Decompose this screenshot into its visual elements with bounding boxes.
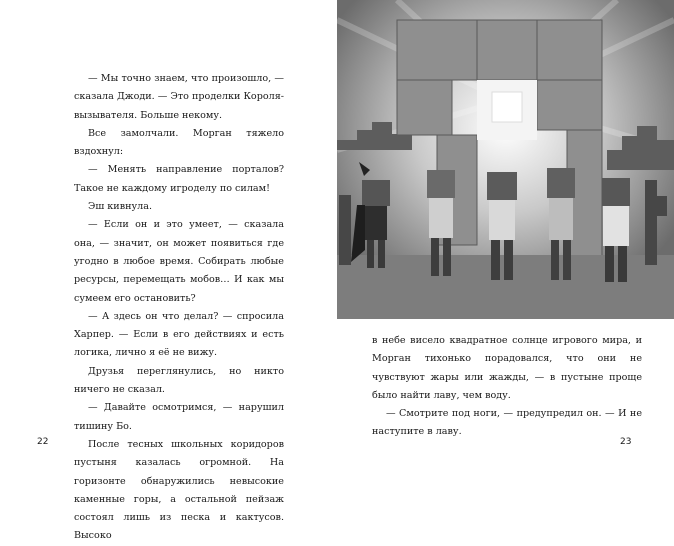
paragraph: — Мы точно знаем, что произошло, — сказала Джоди. — Это проделки Короля-вызывателя. Больше некому. — [74, 73, 284, 121]
left-page — [0, 0, 337, 542]
portal-sun — [492, 92, 522, 122]
left-page-text — [74, 70, 284, 546]
page-number: 22 — [37, 437, 49, 447]
paragraph: Эш кивнула. — [88, 201, 153, 213]
paragraph: Друзья переглянулись, но никто ничего не сказал. — [74, 365, 284, 396]
portal-illustration — [337, 0, 674, 319]
paragraph: — Давайте осмотримся, — нарушил тишину Бо. — [74, 402, 284, 432]
paragraph: После тесных школьных коридоров пустыня казалась огромной. На горизонте обнаружились невысокие каменные горы, а остальной пейзаж состоял лишь из песка и кактусов. Высоко — [74, 438, 284, 542]
paragraph: в небе висело квадратное солнце игрового мира, и Морган тихонько порадовался, что они не чувствуют жары или жажды, — в пустыне проще было найти лаву, чем воду. — [372, 335, 642, 401]
paragraph: Все замолчали. Морган тяжело вздохнул: — [74, 127, 284, 158]
paragraph: — А здесь он что делал? — спросила Харпер. — Если в его действиях и есть логика, лично я её не вижу. — [74, 310, 284, 359]
paragraph: — Смотрите под ноги, — предупредил он. — И не наступите в лаву. — [372, 408, 642, 438]
paragraph: — Менять направление порталов? Такое не каждому игроделу по силам! — [74, 164, 284, 194]
page-number: 23 — [620, 437, 632, 447]
right-page — [337, 0, 674, 487]
right-page-text — [372, 332, 642, 442]
paragraph: — Если он и это умеет, — сказала она, — значит, он может появиться где угодно в любое время. Собирать любые ресурсы, перемещать мобов… И как мы сумеем его остановить? — [74, 219, 284, 304]
